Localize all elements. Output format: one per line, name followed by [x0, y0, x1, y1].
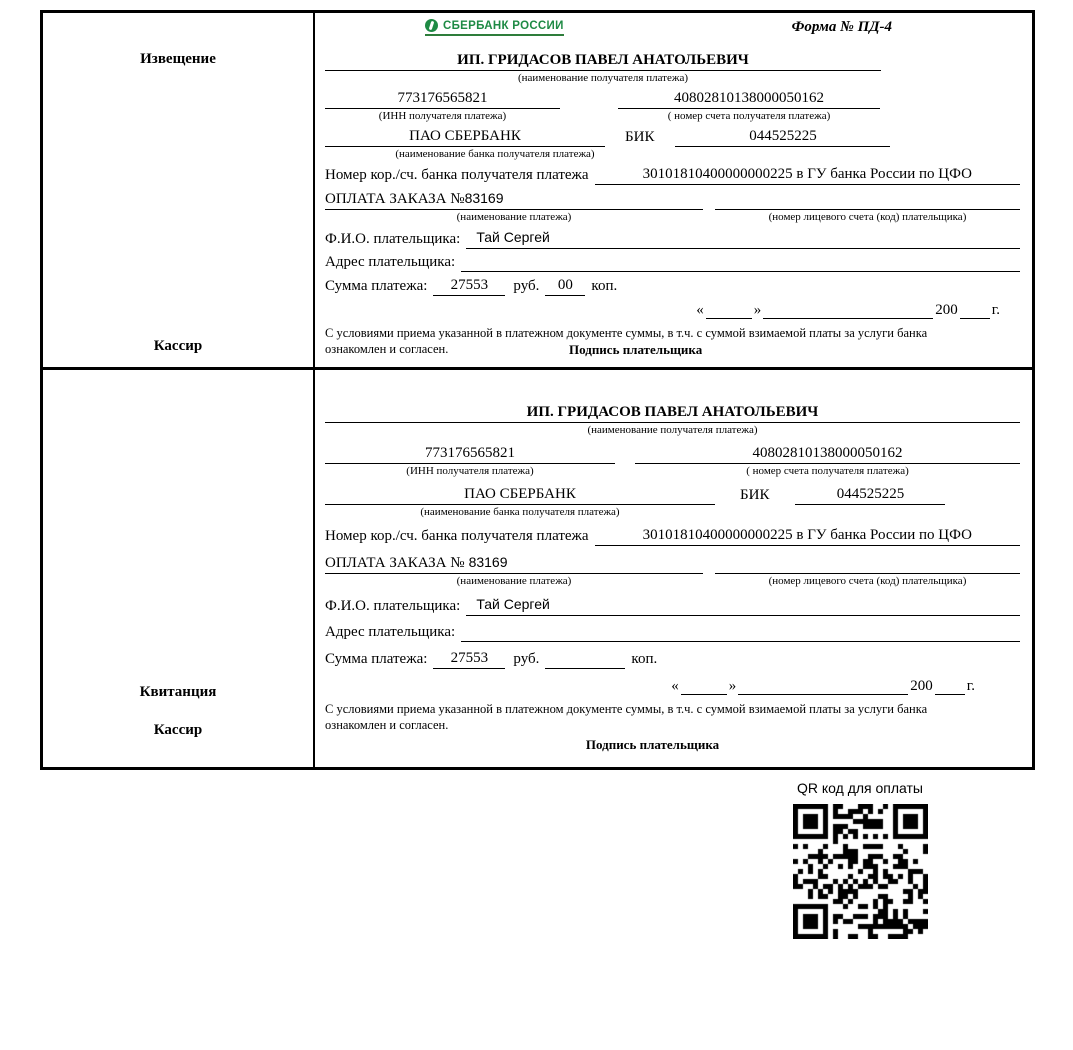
notice-section — [43, 13, 1032, 370]
sberbank-logo-icon — [425, 19, 438, 32]
year-prefix: 200 — [935, 302, 958, 318]
receipt-content — [315, 370, 1032, 767]
receipt-section — [43, 370, 1032, 767]
recipient-name-caption: (наименование получателя платежа) — [587, 424, 758, 436]
recipient-name-value: ИП. ГРИДАСОВ ПАВЕЛ АНАТОЛЬЕВИЧ — [325, 403, 1020, 423]
payer-address-blank — [461, 623, 1020, 642]
notice-label: Извещение — [140, 51, 216, 67]
order-number: 83169 — [468, 554, 508, 570]
sberbank-logo — [425, 19, 564, 36]
notice-header-row — [325, 19, 1020, 47]
payer-address-label: Адрес плательщика: — [325, 624, 456, 640]
cashier-label: Кассир — [153, 722, 203, 738]
agreement-text: С условиями приема указанной в платежном документе суммы, в т.ч. с суммой взимаемой платы за услуги банка ознакомлен и согласен. — [325, 702, 928, 733]
corr-account-value: 30101810400000000225 в ГУ банка России по ЦФО — [595, 165, 1020, 185]
bik-value: 044525225 — [675, 127, 890, 147]
corr-account-label: Номер кор./сч. банка получателя платежа — [325, 528, 589, 544]
payer-name-value: Тай Сергей — [476, 596, 550, 612]
quote-close: » — [728, 678, 737, 694]
notice-content — [315, 13, 1032, 367]
inn-value: 773176565821 — [325, 89, 560, 109]
payer-address-blank — [461, 253, 1020, 272]
payment-name-row — [325, 553, 1020, 574]
payment-sum-row — [325, 276, 1020, 296]
rub-label: руб. — [513, 278, 540, 294]
quote-close: » — [753, 302, 762, 318]
sberbank-logo-text: СБЕРБАНК РОССИИ — [443, 19, 564, 32]
agreement-block — [325, 325, 1020, 358]
year-prefix: 200 — [910, 678, 933, 694]
payer-address-row — [325, 623, 1020, 642]
receipt-label: Квитанция — [139, 684, 217, 700]
account-value: 40802810138000050162 — [635, 444, 1020, 464]
payer-address-row — [325, 253, 1020, 272]
date-row — [325, 300, 1020, 319]
inn-account-row — [325, 444, 1020, 464]
bik-label: БИК — [625, 129, 655, 145]
year-suffix: г. — [966, 678, 975, 694]
bik-label: БИК — [740, 487, 770, 503]
date-day-blank — [706, 300, 752, 319]
payer-address-label: Адрес плательщика: — [325, 254, 456, 270]
bank-name-value: ПАО СБЕРБАНК — [325, 485, 715, 505]
corr-account-row — [325, 165, 1020, 185]
corr-account-value: 30101810400000000225 в ГУ банка России по ЦФО — [595, 526, 1020, 546]
payer-name-row — [325, 595, 1020, 616]
payment-sum-row — [325, 649, 1020, 669]
payment-name-value: ОПЛАТА ЗАКАЗА № 83169 — [325, 553, 703, 574]
date-month-blank — [763, 300, 933, 319]
bank-name-caption: (наименование банка получателя платежа) — [420, 506, 620, 518]
date-row — [325, 676, 1020, 695]
payer-code-blank — [715, 191, 1020, 210]
payer-name-value: Тай Сергей — [476, 229, 550, 245]
bank-name-caption: (наименование банка получателя платежа) — [395, 148, 595, 160]
bank-bik-row — [325, 485, 1020, 505]
sum-label: Сумма платежа: — [325, 651, 428, 667]
pd4-form — [40, 10, 1035, 770]
corr-account-row — [325, 526, 1020, 546]
payment-name-row — [325, 189, 1020, 210]
inn-caption: (ИНН получателя платежа) — [378, 110, 507, 122]
recipient-name-row — [325, 51, 1020, 71]
bank-name-value: ПАО СБЕРБАНК — [325, 127, 605, 147]
inn-caption: (ИНН получателя платежа) — [406, 465, 534, 477]
account-caption: ( номер счета получателя платежа) — [746, 465, 909, 477]
account-value: 40802810138000050162 — [618, 89, 880, 109]
payment-name-caption: (наименование платежа) — [456, 211, 572, 223]
agreement-text: С условиями приема указанной в платежном документе суммы, в т.ч. с суммой взимаемой платы за услуги банка ознакомлен и согласен. — [325, 326, 928, 357]
notice-left-column — [43, 13, 315, 367]
account-caption: ( номер счета получателя платежа) — [667, 110, 831, 122]
date-month-blank — [738, 676, 908, 695]
qr-code — [793, 804, 928, 939]
payment-name-caption: (наименование платежа) — [456, 575, 572, 587]
recipient-name-row — [325, 403, 1020, 423]
form-number-title: Форма № ПД-4 — [791, 19, 892, 35]
sum-label: Сумма платежа: — [325, 278, 428, 294]
order-number: 83169 — [464, 190, 504, 206]
sum-rub-value: 27553 — [433, 649, 505, 669]
agreement-block — [325, 701, 1020, 753]
payer-name-row — [325, 228, 1020, 249]
payer-name-label: Ф.И.О. плательщика: — [325, 598, 461, 614]
sum-kop-value — [545, 650, 625, 669]
quote-open: « — [671, 678, 679, 694]
payer-code-caption: (номер лицевого счета (код) плательщика) — [768, 575, 967, 587]
sum-kop-value: 00 — [545, 276, 585, 296]
recipient-name-caption: (наименование получателя платежа) — [517, 72, 689, 84]
cashier-label: Кассир — [153, 338, 203, 354]
inn-value: 773176565821 — [325, 444, 615, 464]
qr-label: QR код для оплаты — [796, 780, 923, 796]
date-year-blank — [935, 676, 965, 695]
corr-account-label: Номер кор./сч. банка получателя платежа — [325, 167, 589, 183]
year-suffix: г. — [991, 302, 1000, 318]
payer-code-caption: (номер лицевого счета (код) плательщика) — [768, 211, 967, 223]
kop-label: коп. — [631, 651, 658, 667]
quote-open: « — [696, 302, 704, 318]
qr-section — [760, 780, 960, 943]
kop-label: коп. — [591, 278, 618, 294]
payer-code-blank — [715, 555, 1020, 574]
bik-value: 044525225 — [795, 485, 945, 505]
inn-account-row — [325, 89, 1020, 109]
signature-label: Подпись плательщика — [569, 342, 703, 357]
sum-rub-value: 27553 — [433, 276, 505, 296]
signature-label: Подпись плательщика — [585, 736, 720, 752]
payment-name-value: ОПЛАТА ЗАКАЗА №83169 — [325, 189, 703, 210]
rub-label: руб. — [513, 651, 540, 667]
bank-bik-row — [325, 127, 1020, 147]
payer-name-label: Ф.И.О. плательщика: — [325, 231, 461, 247]
receipt-left-column — [43, 370, 315, 767]
date-year-blank — [960, 300, 990, 319]
date-day-blank — [681, 676, 727, 695]
recipient-name-value: ИП. ГРИДАСОВ ПАВЕЛ АНАТОЛЬЕВИЧ — [325, 51, 881, 71]
